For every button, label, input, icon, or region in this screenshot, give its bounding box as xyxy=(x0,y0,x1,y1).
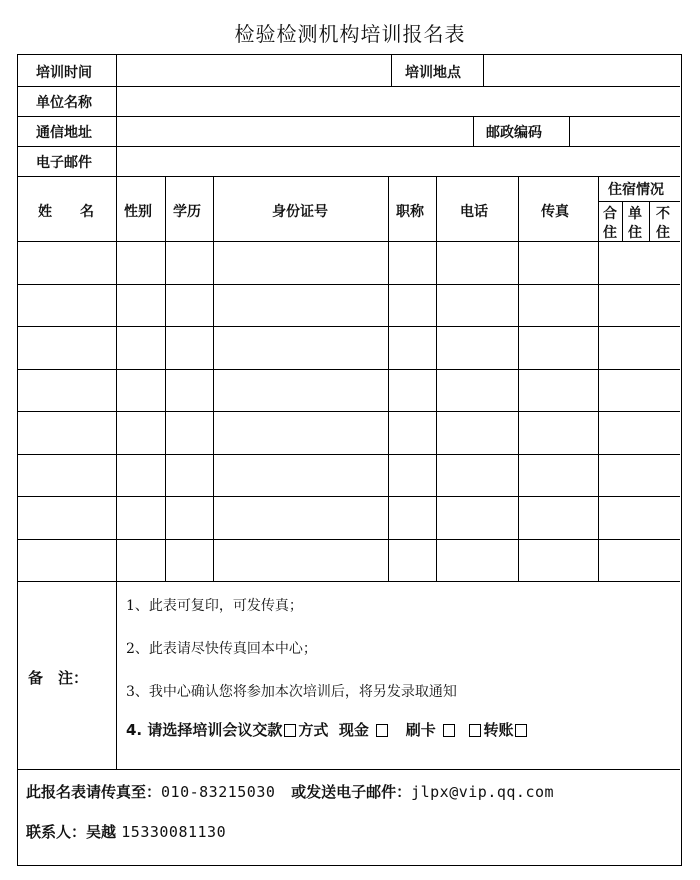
remarks-label: 备 注： xyxy=(28,669,89,687)
payment-prefix: 4. 请选择培训会议交款 xyxy=(126,721,283,739)
training-place-label: 培训地点 xyxy=(405,65,461,81)
header-name: 姓 名 xyxy=(38,204,94,220)
email-label: 电子邮件 xyxy=(36,155,92,171)
payment-method-checkbox[interactable] xyxy=(284,724,296,737)
header-lodging-single-1: 单 xyxy=(628,206,642,222)
header-gender: 性别 xyxy=(124,204,152,220)
header-fax: 传真 xyxy=(541,204,569,220)
payment-transfer-checkbox-2[interactable] xyxy=(515,724,527,737)
organization-label: 单位名称 xyxy=(36,95,92,111)
training-time-label: 培训时间 xyxy=(36,65,92,81)
training-place-field[interactable] xyxy=(484,55,680,86)
training-time-field[interactable] xyxy=(117,55,391,86)
postcode-label: 邮政编码 xyxy=(486,125,542,141)
header-title: 职称 xyxy=(396,204,424,220)
header-education: 学历 xyxy=(173,204,201,220)
table-row[interactable] xyxy=(18,496,680,539)
header-lodging-shared-1: 合 xyxy=(603,206,617,222)
payment-cash-label: 现金 xyxy=(338,721,369,739)
header-phone: 电话 xyxy=(460,204,488,220)
organization-field[interactable] xyxy=(117,86,680,116)
payment-transfer-checkbox[interactable] xyxy=(469,724,481,737)
remark-item-1: 1、此表可复印，可发传真； xyxy=(126,598,303,614)
footer-fax-line xyxy=(26,781,554,802)
payment-cash-checkbox[interactable] xyxy=(376,724,388,737)
payment-method-label: 方式 xyxy=(298,721,329,739)
email-field[interactable] xyxy=(117,146,680,176)
footer-contact-line xyxy=(26,821,226,842)
footer-contact-phone: 15330081130 xyxy=(121,823,227,841)
header-lodging: 住宿情况 xyxy=(608,182,664,198)
table-row[interactable] xyxy=(18,411,680,454)
footer-email[interactable]: jlpx@vip.qq.com xyxy=(411,783,555,801)
payment-transfer-label: 转账 xyxy=(483,721,514,739)
remark-item-2: 2、此表请尽快传真回本中心； xyxy=(126,641,317,657)
table-row[interactable] xyxy=(18,241,680,284)
table-row[interactable] xyxy=(18,454,680,496)
payment-line xyxy=(126,719,529,740)
form-title: 检验检测机构培训报名表 xyxy=(234,22,466,46)
header-lodging-shared-2: 住 xyxy=(603,225,617,241)
registration-form xyxy=(17,54,682,866)
table-row[interactable] xyxy=(18,284,680,326)
address-label: 通信地址 xyxy=(36,125,92,141)
address-field[interactable] xyxy=(117,116,473,146)
footer-contact-label: 联系人： xyxy=(26,823,87,841)
header-lodging-none-1: 不 xyxy=(656,206,670,222)
footer-fax-number: 010-83215030 xyxy=(161,783,276,801)
table-row[interactable] xyxy=(18,369,680,411)
header-id-number: 身份证号 xyxy=(272,204,328,220)
table-row[interactable] xyxy=(18,539,680,581)
remark-item-3: 3、我中心确认您将参加本次培训后，将另发录取通知 xyxy=(126,684,457,700)
table-row[interactable] xyxy=(18,326,680,369)
footer-contact-name: 吴越 xyxy=(86,823,117,841)
footer-fax-label: 此报名表请传真至： xyxy=(26,783,162,801)
payment-card-label: 刷卡 xyxy=(405,721,436,739)
header-lodging-single-2: 住 xyxy=(628,225,642,241)
postcode-field[interactable] xyxy=(570,116,680,146)
footer-email-label: 或发送电子邮件： xyxy=(291,783,412,801)
header-lodging-none-2: 住 xyxy=(656,225,670,241)
payment-card-checkbox[interactable] xyxy=(443,724,455,737)
